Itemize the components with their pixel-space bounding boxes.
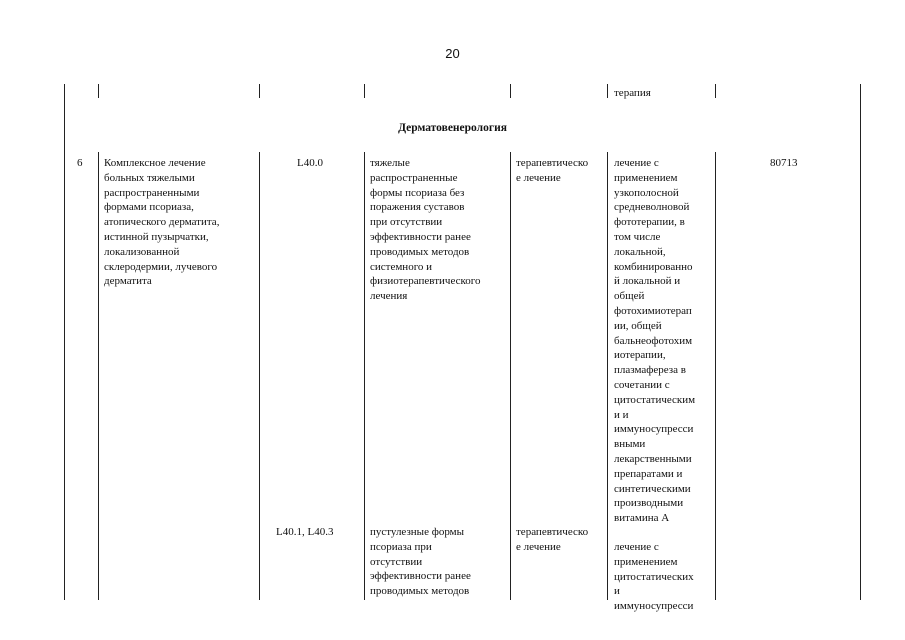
column-border — [98, 152, 99, 600]
patient-model: пустулезные формы псориаза при отсутствии эффективности ранее проводимых методов — [370, 526, 471, 598]
top-row-border — [510, 84, 511, 98]
treatment-method: лечение с применением цитостатических и иммуносупресси — [614, 541, 694, 613]
treatment-method: лечение с применением узкополосной средневолновой фототерапии, в том числе локальной, комбинированно й локальной и общей фотохимиотерап ии, общей бальнеофотохим иотерапии, плазмафереза в сочетании с цитостатическим и и иммуносупресси вными лекарственными препаратами и синтетическими производными витамина А — [614, 157, 696, 525]
icd-code: L40.0 — [297, 157, 323, 169]
procedure-name: Комплексное лечение больных тяжелыми распространенными формами псориаза, атопического дерматита, истинной пузырчатки, локализованной склеродермии, лучевого дерматита — [104, 157, 220, 288]
row-number: 6 — [77, 157, 83, 169]
table-right-border — [860, 84, 861, 600]
section-title: Дерматовенерология — [398, 122, 507, 134]
top-row-border — [607, 84, 608, 98]
column-border — [715, 152, 716, 600]
top-row-border — [259, 84, 260, 98]
top-row-method-text: терапия — [614, 87, 651, 99]
top-row-border — [715, 84, 716, 98]
icd-code: L40.1, L40.3 — [276, 526, 334, 538]
treatment-type: терапевтическо е лечение — [516, 157, 589, 184]
table-left-border — [64, 84, 65, 600]
treatment-type: терапевтическо е лечение — [516, 526, 589, 553]
top-row-border — [364, 84, 365, 98]
column-border — [510, 152, 511, 600]
cost-value: 80713 — [770, 157, 798, 169]
column-border — [364, 152, 365, 600]
column-border — [259, 152, 260, 600]
column-border — [607, 152, 608, 600]
page-number: 20 — [445, 46, 460, 61]
top-row-border — [98, 84, 99, 98]
patient-model: тяжелые распространенные формы псориаза без поражения суставов при отсутствии эффективности ранее проводимых методов системного и физиотерапевтического лечения — [370, 157, 481, 303]
